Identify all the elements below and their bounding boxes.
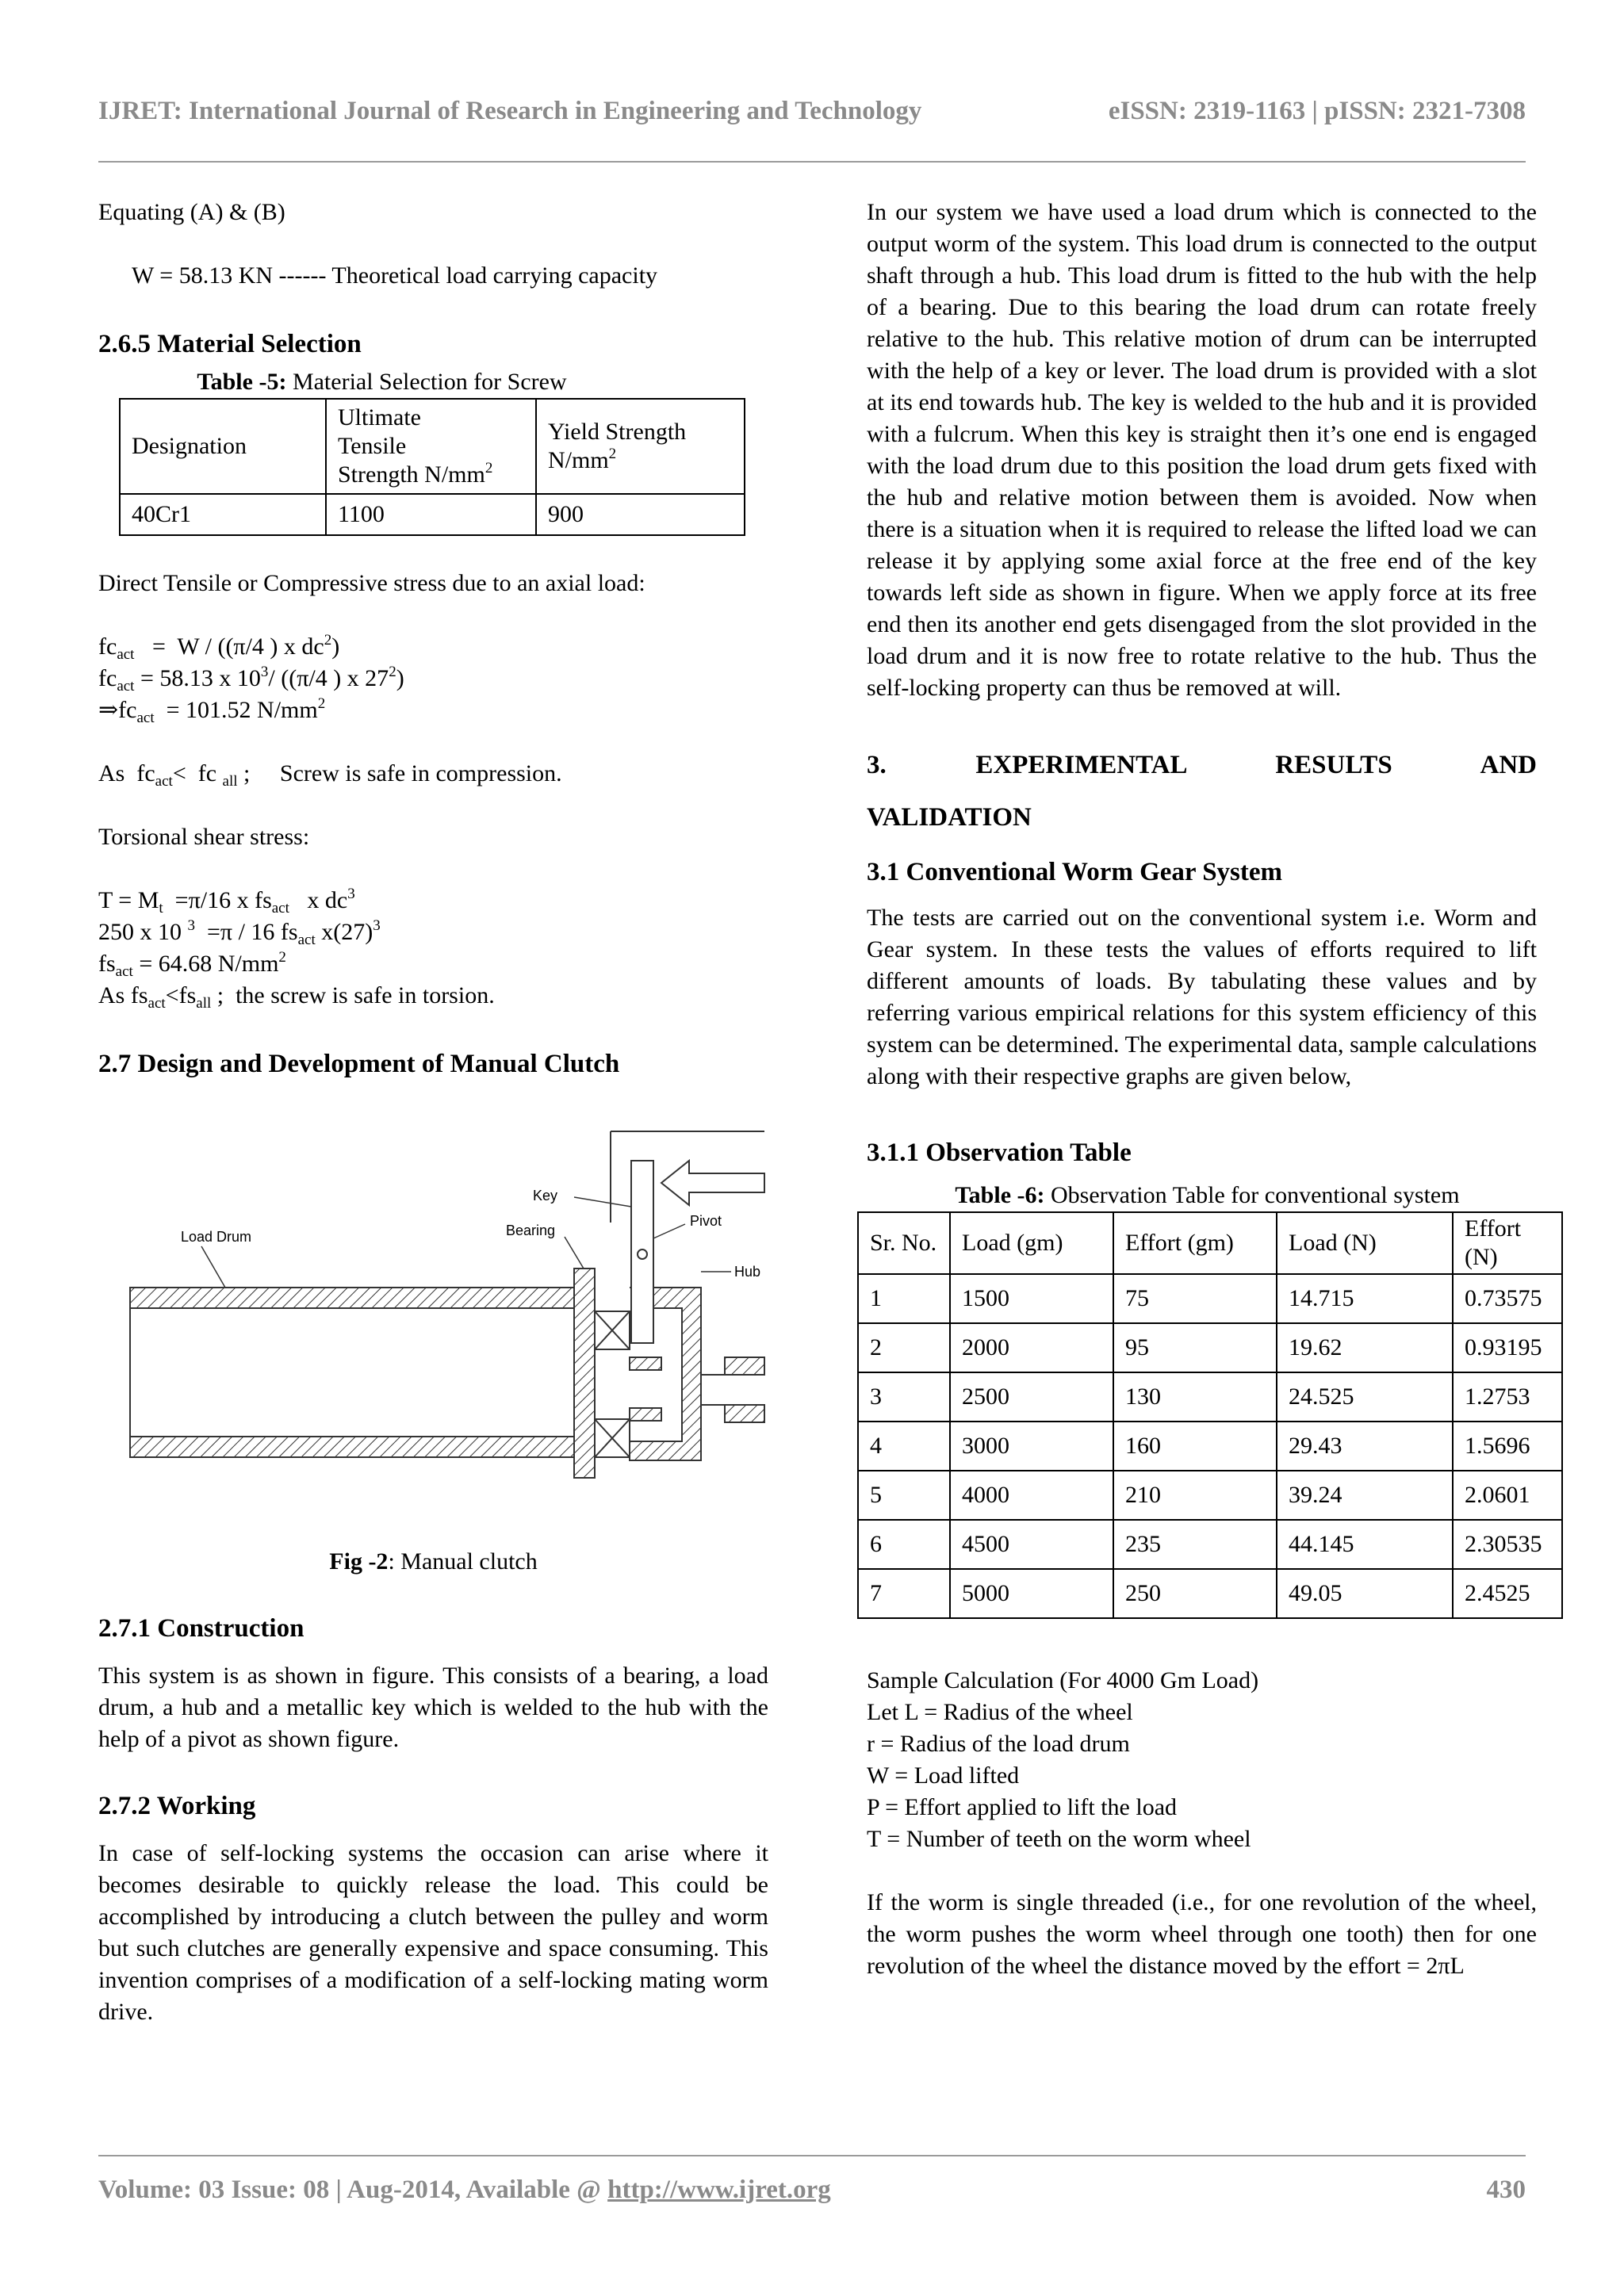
table-cell [326, 399, 536, 494]
table-cell: 19.62 [1277, 1323, 1453, 1372]
table-header-cell: Effort (gm) [1113, 1212, 1277, 1274]
output-shaft-top [725, 1357, 764, 1375]
sample-line: T = Number of teeth on the worm wheel [867, 1826, 1251, 1852]
sample-line: Let L = Radius of the wheel [867, 1699, 1133, 1725]
table-cell: 14.715 [1277, 1274, 1453, 1323]
footer-volume-text: Volume: 03 Issue: 08 | Aug-2014, Available @ [98, 2175, 608, 2204]
table-cell: 95 [1113, 1323, 1277, 1372]
table-cell: 1.5696 [1453, 1422, 1562, 1471]
table-cell: 5 [858, 1471, 950, 1520]
table-row [858, 1471, 1562, 1520]
table-cell: 49.05 [1277, 1569, 1453, 1618]
table-cell: 40Cr1 [120, 494, 326, 535]
figure-caption [98, 1546, 768, 1578]
table-cell: 4 [858, 1422, 950, 1471]
footer-volume [98, 2175, 831, 2205]
table5-caption-label: Table -5: [197, 369, 287, 395]
pivot-point [638, 1249, 647, 1259]
heading-manual-clutch: 2.7 Design and Development of Manual Clutch [98, 1050, 620, 1078]
table-row [858, 1569, 1562, 1618]
load-drum-wall-bottom [130, 1437, 574, 1457]
sample-line: r = Radius of the load drum [867, 1731, 1130, 1757]
footer-rule [98, 2155, 1526, 2156]
table-cell: 130 [1113, 1372, 1277, 1422]
running-header [98, 97, 1526, 135]
running-footer [98, 2175, 1526, 2214]
table-cell: 1100 [326, 494, 536, 535]
table5-header-ultimate: Ultimate [338, 404, 421, 430]
table-cell: 29.43 [1277, 1422, 1453, 1471]
table-cell: 1 [858, 1274, 950, 1323]
material-table [119, 398, 745, 536]
sample-calculation [867, 1665, 1537, 1855]
table5-caption-text: Material Selection for Screw [286, 369, 567, 395]
label-hub: Hub [734, 1264, 761, 1280]
left-column [98, 197, 768, 2028]
hub-inner [630, 1357, 661, 1370]
sample-line: P = Effort applied to lift the load [867, 1794, 1178, 1820]
leader-line [653, 1224, 685, 1238]
equating-line: Equating (A) & (B) [98, 199, 285, 225]
table-row [120, 494, 745, 535]
table6-caption-text: Observation Table for conventional system [1044, 1182, 1460, 1208]
superscript: 2 [608, 446, 617, 462]
equation-line: $\Rightarrow fc_{act} = 101.52$ $N/mm^2$ [98, 695, 326, 726]
compression-equations [98, 631, 768, 726]
load-drum-paragraph: In our system we have used a load drum which is connected to the output worm of the system. This load drum is connected to the output shaft through a hub. This load drum is fitted to the hub with the help of a bearing. Due to this bearing the load drum can rotate freely relative to the hub. This relative motion of drum can be interrupted with the help of a key or lever. The load drum is provided with a slot at its end towards hub. The key is welded to the hub and it is provided with a fulcrum. When this key is straight then it’s one end is engaged with the load drum due to this position the load drum gets fixed with the hub and relative motion between them is avoided. Now when there is a situation when it is required to release the lifted load we can release it by applying some axial force at the free end of the key towards left side as shown in figure. When we apply force at its free end then its another end gets disengaged from the slot provided in the load drum and it is now free to rotate relative to the hub. Thus the self-locking property can thus be removed at will. [867, 199, 1537, 701]
table-row [858, 1372, 1562, 1422]
superscript: 2 [485, 460, 493, 476]
table-header-cell: Effort (N) [1453, 1212, 1562, 1274]
heading-conventional-system: 3.1 Conventional Worm Gear System [867, 858, 1283, 886]
label-load-drum: Load Drum [181, 1229, 252, 1245]
construction-paragraph: This system is as shown in figure. This consists of a bearing, a load drum, a hub and a metallic key which is welded to the hub with the help of a pivot as shown figure. [98, 1663, 768, 1752]
heading-experimental-results: 3. EXPERIMENTAL RESULTS AND [867, 751, 1537, 779]
heading-construction: 2.7.1 Construction [98, 1614, 304, 1643]
equation-line: $T = M_t =\pi/16$ x $fs_{act}$ x $dc^3$ [98, 886, 355, 916]
issn: eISSN: 2319-1163 | pISSN: 2321-7308 [1108, 97, 1526, 125]
table-row [858, 1323, 1562, 1372]
manual-clutch-figure [98, 1088, 768, 1532]
table-cell: 2.4525 [1453, 1569, 1562, 1618]
table-cell: 1.2753 [1453, 1372, 1562, 1422]
heading-observation-table: 3.1.1 Observation Table [867, 1138, 1132, 1167]
force-arrow [661, 1161, 764, 1205]
table-header-cell: Load (gm) [950, 1212, 1113, 1274]
table6-caption [867, 1180, 1537, 1211]
load-drum-wall-top [130, 1288, 574, 1308]
table5-header-designation: Designation [132, 433, 247, 459]
equation-line: 250 x 10 $^3$ =π / 16 $fs_{act}$ $x(27)^3$ [98, 917, 381, 948]
table5-header-yield-unit: N/mm [548, 447, 609, 473]
table-cell: 900 [536, 494, 745, 535]
page-number: 430 [1486, 2175, 1526, 2204]
table-cell: 235 [1113, 1520, 1277, 1569]
hub-inner-lower [630, 1408, 661, 1421]
table-cell: 2.0601 [1453, 1471, 1562, 1520]
table5-header-tensile: Tensile [338, 433, 407, 459]
table-cell: 0.73575 [1453, 1274, 1562, 1323]
table-cell [120, 399, 326, 494]
torsion-equations [98, 885, 768, 1012]
table6-caption-label: Table -6: [955, 1182, 1045, 1208]
single-thread-paragraph: If the worm is single threaded (i.e., for one revolution of the wheel, the worm pushes the worm wheel through one tooth) then for one revolution of the wheel the distance moved by the effort = 2πL [867, 1889, 1537, 1979]
table-cell: 24.525 [1277, 1372, 1453, 1422]
table-row [858, 1520, 1562, 1569]
header-rule [98, 161, 1526, 163]
table-cell: 6 [858, 1520, 950, 1569]
table-cell: 1500 [950, 1274, 1113, 1323]
table-cell: 2000 [950, 1323, 1113, 1372]
leader-line [201, 1246, 225, 1288]
table5-header-yield: Yield Strength [548, 419, 687, 445]
table-cell: 250 [1113, 1569, 1277, 1618]
table-cell: 2500 [950, 1372, 1113, 1422]
journal-link[interactable]: http://www.ijret.org [607, 2175, 831, 2204]
output-shaft-bottom [725, 1405, 764, 1422]
table-cell: 44.145 [1277, 1520, 1453, 1569]
table-row [120, 399, 745, 494]
table-cell: 3000 [950, 1422, 1113, 1471]
journal-title: IJRET: International Journal of Research in Engineering and Technology [98, 97, 922, 125]
fig-caption-text: : Manual clutch [388, 1548, 538, 1575]
table-header-cell: Sr. No. [858, 1212, 950, 1274]
compression-check-line: As $fc_{act}<$ fc $_{all}$ ; Screw is safe in compression. [98, 760, 562, 790]
label-key: Key [533, 1188, 558, 1203]
heading-experimental-results-cont: VALIDATION [867, 803, 1032, 832]
table-header-row [858, 1212, 1562, 1274]
label-bearing: Bearing [506, 1223, 556, 1238]
w-line: W = 58.13 KN ------ Theoretical load carrying capacity [132, 262, 658, 289]
label-pivot: Pivot [690, 1213, 722, 1229]
table-cell: 5000 [950, 1569, 1113, 1618]
table-cell: 4000 [950, 1471, 1113, 1520]
fig-caption-label: Fig -2 [329, 1548, 389, 1575]
equation-line: $fc_{act} = W / ((\pi/4$ ) x $dc^2$) [98, 632, 340, 663]
table-row [858, 1422, 1562, 1471]
heading-material-selection: 2.6.5 Material Selection [98, 330, 362, 358]
conventional-paragraph: The tests are carried out on the conventional system i.e. Worm and Gear system. In these tests the values of efforts required to lift different amounts of loads. By tabulating these values and by referring various empirical relations for this system efficiency of this system can be determined. The experimental data, sample calculations along with their respective graphs are given below, [867, 905, 1537, 1089]
table-cell: 75 [1113, 1274, 1277, 1323]
sample-line: W = Load lifted [867, 1762, 1020, 1789]
table-row [858, 1274, 1562, 1323]
leader-line [574, 1197, 631, 1207]
table-cell [536, 399, 745, 494]
table-cell: 4500 [950, 1520, 1113, 1569]
heading-working: 2.7.2 Working [98, 1792, 256, 1820]
equation-line: As $fs_{act}<fs_{all}$ ; the screw is safe in torsion. [98, 982, 495, 1012]
direct-stress-line: Direct Tensile or Compressive stress due to an axial load: [98, 570, 645, 596]
equation-line: $fs_{act} = 64.68$ $N/mm^2$ [98, 949, 286, 980]
right-column [867, 197, 1542, 1982]
sample-line: Sample Calculation (For 4000 Gm Load) [867, 1667, 1259, 1693]
table-header-cell: Load (N) [1277, 1212, 1453, 1274]
table5-caption [98, 366, 768, 398]
equation-line: $fc_{act} = 58.13$ x $10^3/$ ((π/4 ) x $27^2$) [98, 664, 404, 695]
table-cell: 39.24 [1277, 1471, 1453, 1520]
working-paragraph: In case of self-locking systems the occasion can arise where it becomes desirable to quickly release the load. This could be accomplished by introducing a clutch between the pulley and worm but such clutches are generally expensive and space consuming. This invention comprises of a modification of a self-locking mating worm drive. [98, 1840, 768, 2025]
table5-header-strength: Strength N/mm [338, 461, 485, 488]
torsional-line: Torsional shear stress: [98, 824, 310, 850]
leader-line [565, 1237, 584, 1269]
table-cell: 160 [1113, 1422, 1277, 1471]
observation-table [857, 1211, 1563, 1619]
table-cell: 210 [1113, 1471, 1277, 1520]
table-cell: 0.93195 [1453, 1323, 1562, 1372]
table-cell: 2.30535 [1453, 1520, 1562, 1569]
table-cell: 2 [858, 1323, 950, 1372]
drum-flange [574, 1269, 595, 1478]
table-cell: 7 [858, 1569, 950, 1618]
table-cell: 3 [858, 1372, 950, 1422]
